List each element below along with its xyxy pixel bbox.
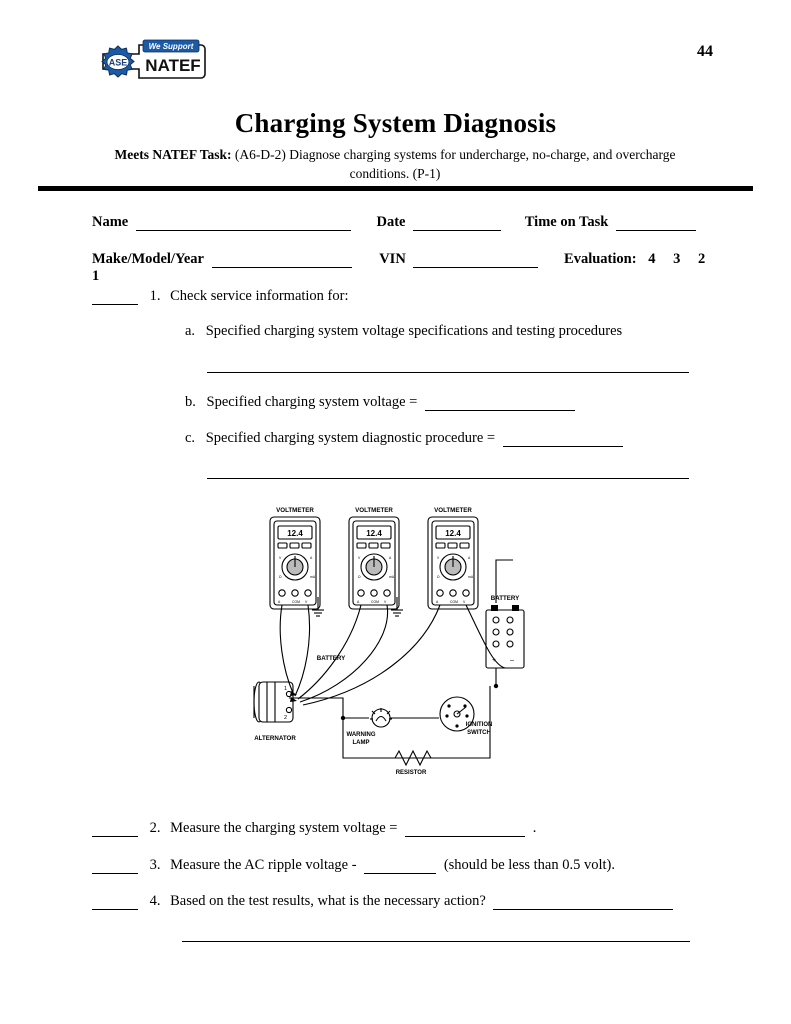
ase-logo-text: ASE <box>108 57 128 68</box>
battery-label-left: BATTERY <box>316 655 346 662</box>
ignition-switch-label-2: SWITCH <box>467 730 491 736</box>
evaluation-scale[interactable]: 4 3 2 1 <box>92 251 713 284</box>
page-title: Charging System Diagnosis <box>234 108 557 138</box>
svg-text:Ω: Ω <box>437 575 440 579</box>
svg-text:COM: COM <box>371 600 379 604</box>
step-1-number: 1. <box>149 288 161 304</box>
vin-label: VIN <box>379 251 406 267</box>
svg-text:V: V <box>437 556 440 560</box>
step-2-text-after: . <box>532 820 537 836</box>
natef-task-text: (A6-D-2) Diagnose charging systems for undercharge, no-charge, and overcharge conditions. (P-1) <box>234 147 676 182</box>
make-model-year-label: Make/Model/Year <box>92 251 204 267</box>
step-2-text: Measure the charging system voltage = <box>170 820 398 836</box>
time-on-task-label: Time on Task <box>524 214 609 230</box>
date-label: Date <box>376 214 406 230</box>
step-1c-text: Specified charging system diagnostic procedure = <box>205 430 496 446</box>
step-1-text: Check service information for: <box>170 288 349 304</box>
voltmeter-label-2: VOLTMETER <box>355 507 393 514</box>
svg-text:+: + <box>492 657 497 664</box>
svg-text:mA: mA <box>468 575 474 579</box>
svg-text:V: V <box>463 600 466 604</box>
warning-lamp-label-2: LAMP <box>352 740 370 746</box>
name-label: Name <box>92 214 129 230</box>
ase-natef-logo <box>95 38 219 86</box>
step-1a-text: Specified charging system voltage specifications and testing procedures <box>205 323 623 339</box>
step-4-checkbox-blank[interactable] <box>92 896 138 910</box>
step-1b-answer-input[interactable] <box>425 396 575 411</box>
svg-text:A: A <box>278 600 281 604</box>
step-3-answer-input[interactable] <box>364 859 436 874</box>
step-3-number: 3. <box>149 857 161 873</box>
time-on-task-input[interactable] <box>616 216 696 231</box>
resistor-label: RESISTOR <box>395 770 427 776</box>
date-input[interactable] <box>413 216 501 231</box>
voltmeter-label-3: VOLTMETER <box>434 507 472 514</box>
ignition-switch-label-1: IGNITION <box>465 722 493 728</box>
we-support-text: We Support <box>148 42 194 51</box>
step-1c-letter: c. <box>185 430 196 446</box>
alternator-terminal-2: 2 <box>284 715 288 721</box>
step-1c <box>185 430 627 447</box>
svg-text:V: V <box>305 600 308 604</box>
svg-text:A: A <box>357 600 360 604</box>
natef-logo-text: NATEF <box>145 56 201 75</box>
meter-reading-2: 12.4 <box>366 529 382 538</box>
svg-text:V: V <box>384 600 387 604</box>
alternator-label: ALTERNATOR <box>254 735 296 742</box>
svg-text:COM: COM <box>292 600 300 604</box>
page-number: 44 <box>697 43 713 60</box>
step-2-answer-input[interactable] <box>405 822 525 837</box>
svg-text:V: V <box>358 556 361 560</box>
svg-text:mA: mA <box>310 575 316 579</box>
svg-text:Ω: Ω <box>279 575 282 579</box>
svg-text:A: A <box>389 556 392 560</box>
step-4-text: Based on the test results, what is the necessary action? <box>170 893 486 909</box>
step-1-checkbox-blank[interactable] <box>92 291 138 305</box>
step-1c-answer-input[interactable] <box>503 432 623 447</box>
battery-label-right: BATTERY <box>490 595 520 602</box>
step-1a-answer-line[interactable] <box>207 372 689 373</box>
svg-text:mA: mA <box>389 575 395 579</box>
natef-task-label: Meets NATEF Task: <box>114 147 232 162</box>
svg-text:A: A <box>436 600 439 604</box>
step-1a-letter: a. <box>185 323 196 339</box>
charging-system-test-diagram <box>243 500 553 800</box>
step-4-answer-input[interactable] <box>493 895 673 910</box>
svg-text:Ω: Ω <box>358 575 361 579</box>
step-3-text: Measure the AC ripple voltage - <box>170 857 357 873</box>
name-input[interactable] <box>136 216 351 231</box>
step-2 <box>92 820 536 837</box>
step-1b <box>185 394 579 411</box>
meter-reading-1: 12.4 <box>287 529 303 538</box>
voltmeter-label-1: VOLTMETER <box>276 507 314 514</box>
make-model-year-input[interactable] <box>212 253 352 268</box>
step-1b-text: Specified charging system voltage = <box>206 394 418 410</box>
step-4-answer-line[interactable] <box>182 941 690 942</box>
natef-task-line <box>95 145 695 183</box>
svg-text:V: V <box>279 556 282 560</box>
svg-text:A: A <box>468 556 471 560</box>
form-row-vehicle <box>92 251 731 285</box>
step-4-number: 4. <box>149 893 161 909</box>
header-divider <box>38 186 753 191</box>
svg-text:COM: COM <box>450 600 458 604</box>
vin-input[interactable] <box>413 253 538 268</box>
step-3 <box>92 857 615 874</box>
alternator-terminal-1: 1 <box>284 686 288 692</box>
step-1c-answer-line[interactable] <box>207 478 689 479</box>
svg-text:–: – <box>510 657 514 664</box>
meter-reading-3: 12.4 <box>445 529 461 538</box>
step-3-checkbox-blank[interactable] <box>92 860 138 874</box>
svg-text:A: A <box>310 556 313 560</box>
warning-lamp-label-1: WARNING <box>346 732 376 738</box>
evaluation-label: Evaluation: <box>564 251 637 267</box>
step-4 <box>92 893 677 910</box>
step-1 <box>92 288 349 305</box>
step-2-number: 2. <box>149 820 161 836</box>
step-1b-letter: b. <box>185 394 196 410</box>
step-3-text-after: (should be less than 0.5 volt). <box>443 857 615 873</box>
step-2-checkbox-blank[interactable] <box>92 823 138 837</box>
form-row-identity <box>92 214 731 231</box>
step-1a <box>185 323 622 340</box>
